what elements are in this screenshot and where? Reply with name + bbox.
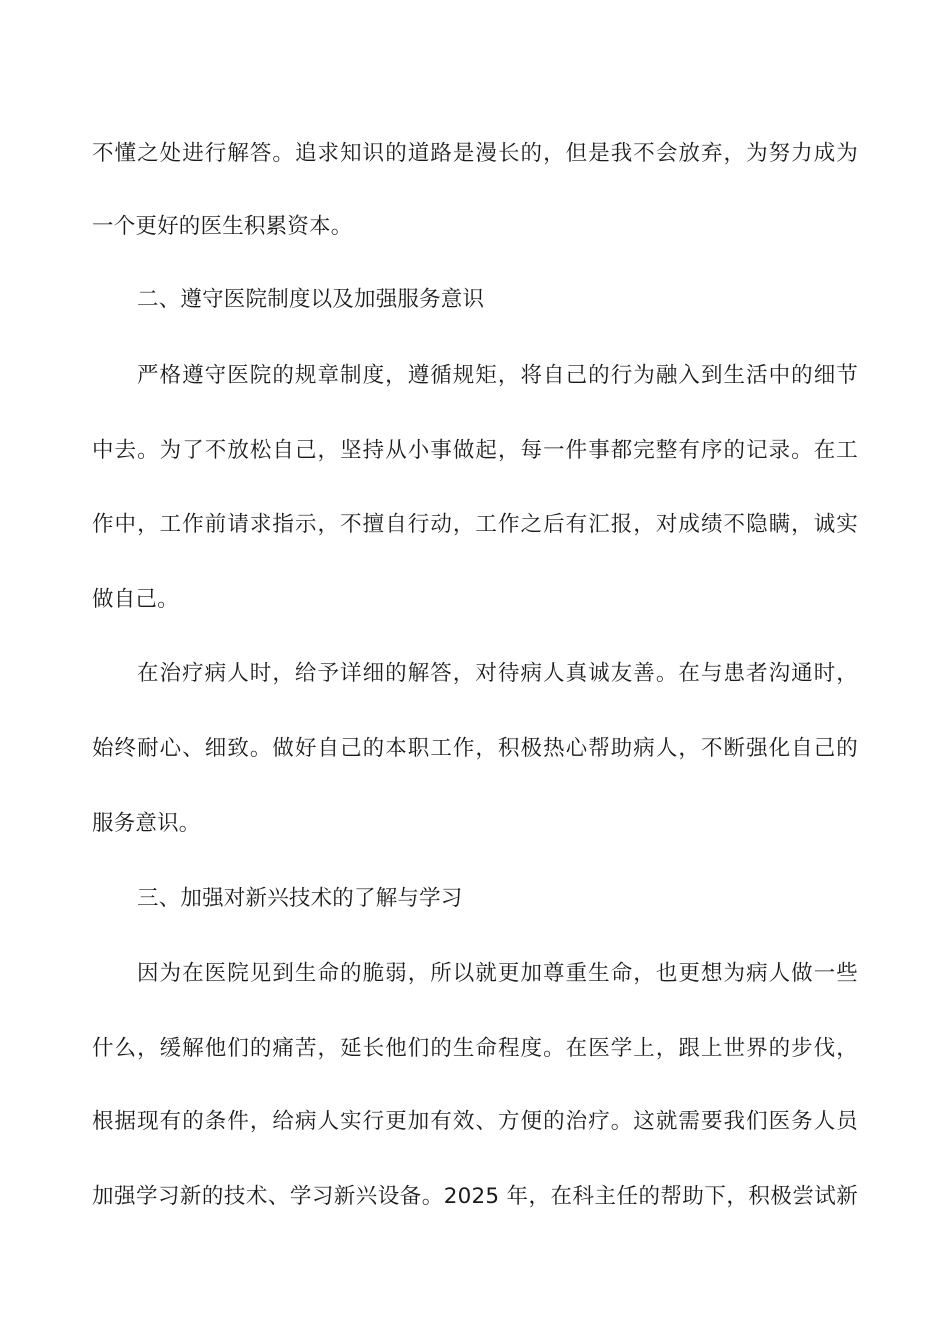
paragraph-line-9: 始终耐心、细致。做好自己的本职工作，积极热心帮助病人，不断强化自己的 — [92, 736, 858, 761]
paragraph-line-4: 严格遵守医院的规章制度，遵循规矩，将自己的行为融入到生活中的细节 — [137, 363, 858, 388]
paragraph-line-15: 加强学习新的技术、学习新兴设备。2025 年，在科主任的帮助下，积极尝试新 — [92, 1184, 858, 1209]
paragraph-line-10: 服务意识。 — [92, 811, 201, 836]
paragraph-line-2: 一个更好的医生积累资本。 — [92, 214, 353, 239]
paragraph-line-5: 中去。为了不放松自己，坚持从小事做起，每一件事都完整有序的记录。在工 — [92, 438, 858, 463]
section-heading-2: 二、遵守医院制度以及加强服务意识 — [137, 287, 485, 312]
paragraph-line-6: 作中，工作前请求指示，不擅自行动，工作之后有汇报，对成绩不隐瞒，诚实 — [92, 512, 858, 537]
paragraph-line-8: 在治疗病人时，给予详细的解答，对待病人真诚友善。在与患者沟通时， — [137, 661, 858, 686]
section-heading-3: 三、加强对新兴技术的了解与学习 — [137, 886, 463, 911]
paragraph-line-7: 做自己。 — [92, 587, 179, 612]
paragraph-line-13: 什么，缓解他们的痛苦，延长他们的生命程度。在医学上，跟上世界的步伐， — [92, 1036, 858, 1061]
paragraph-line-14: 根据现有的条件，给病人实行更加有效、方便的治疗。这就需要我们医务人员 — [92, 1109, 858, 1134]
paragraph-line-12: 因为在医院见到生命的脆弱，所以就更加尊重生命，也更想为病人做一些 — [137, 961, 858, 986]
paragraph-line-1: 不懂之处进行解答。追求知识的道路是漫长的，但是我不会放弃，为努力成为 — [92, 141, 858, 166]
